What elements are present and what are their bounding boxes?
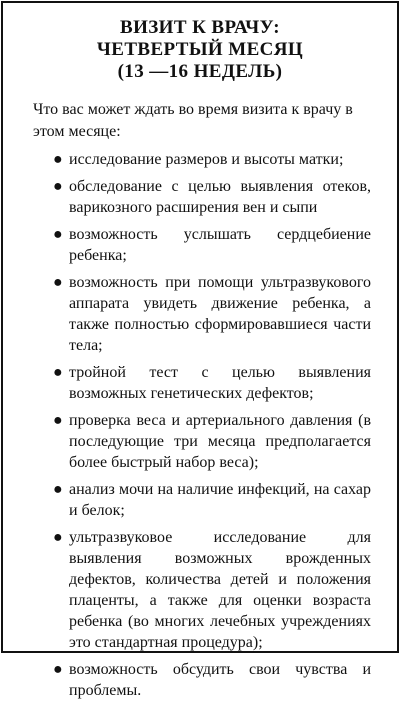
list-item-text: проверка веса и артериального давления (в последующие три месяца предполагается более быстрый набор веса); [69, 412, 371, 471]
bullet-icon: ● [53, 364, 63, 381]
list-item-text: анализ мочи на наличие инфекций, на сахар и белок; [69, 481, 371, 519]
title-line-3: (13 —16 НЕДЕЛЬ) [117, 61, 283, 82]
list-item [53, 527, 371, 653]
bullet-icon: ● [53, 226, 63, 243]
title-line-2: ЧЕТВЕРТЫЙ МЕСЯЦ [96, 39, 304, 60]
bullet-icon: ● [53, 412, 63, 429]
list-item-text: возможность при помощи ультразвукового аппарата увидеть движение ребенка, а также полностью сформировавшиеся части тела; [69, 274, 371, 354]
list-item [53, 362, 371, 404]
list-item [53, 224, 371, 266]
list-item-text: обследование с целью выявления отеков, варикозного расширения вен и сыпи [69, 178, 371, 216]
list-item-text: исследование размеров и высоты матки; [69, 151, 344, 168]
bullet-icon: ● [53, 151, 63, 168]
list-item-text: возможность услышать сердцебиение ребенка; [69, 226, 371, 264]
list-item [53, 410, 371, 473]
sidebar-box [1, 1, 399, 699]
box-title [3, 3, 397, 83]
list-item [53, 176, 371, 218]
list-item [53, 659, 371, 701]
list-item-text: тройной тест с целью выявления возможных генетических дефектов; [69, 364, 371, 402]
bullet-icon: ● [53, 274, 63, 291]
list-item [53, 272, 371, 356]
list-item-text: ультразвуковое исследование для выявления возможных врожденных дефектов, количества детей и положения плаценты, а также для оценки возраста ребенка (во многих лечебных учреждениях это стандартная процедура); [69, 529, 371, 651]
bullet-icon: ● [53, 661, 63, 678]
bullet-icon: ● [53, 529, 63, 546]
checklist [53, 149, 371, 701]
intro-text: Что вас может ждать во время визита к врачу в этом месяце: [33, 101, 353, 140]
list-item [53, 479, 371, 521]
list-item [53, 149, 371, 170]
bullet-icon: ● [53, 178, 63, 195]
title-line-1: ВИЗИТ К ВРАЧУ: [120, 17, 280, 38]
list-item-text: возможность обсудить свои чувства и проблемы. [69, 661, 371, 699]
bullet-icon: ● [53, 481, 63, 498]
